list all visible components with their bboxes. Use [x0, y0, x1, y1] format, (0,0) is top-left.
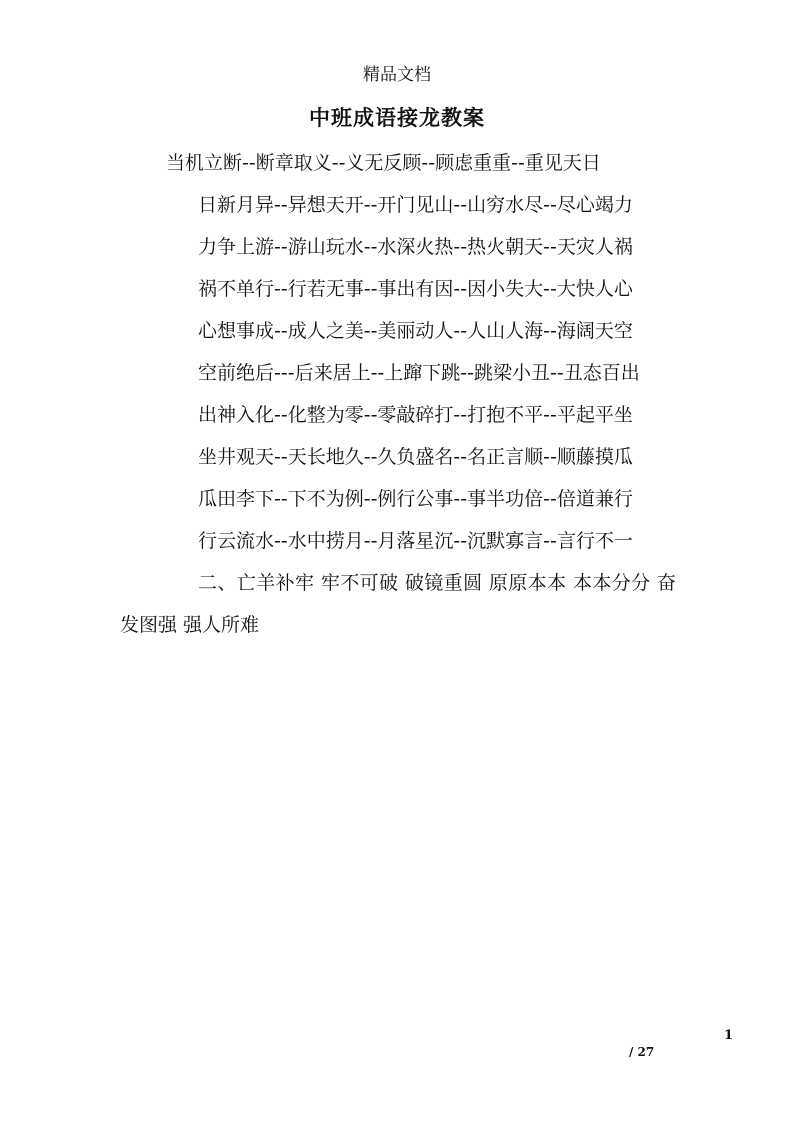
paragraph-7: 出神入化--化整为零--零敲碎打--打抱不平--平起平坐	[198, 404, 633, 426]
paragraph-3: 力争上游--游山玩水--水深火热--热火朝天--天灾人祸	[198, 236, 633, 258]
document-body	[120, 142, 676, 646]
page-number: 1	[724, 1028, 734, 1043]
paragraph-6: 空前绝后---后来居上--上蹿下跳--跳梁小丑--丑态百出	[198, 362, 640, 384]
paragraph-11: 二、亡羊补牢 牢不可破 破镜重圆 原原本本 本本分分 奋发图强 强人所难	[120, 572, 676, 636]
paragraph-10: 行云流水--水中捞月--月落星沉--沉默寡言--言行不一	[198, 530, 633, 552]
page-total: / 27	[629, 1045, 655, 1059]
paragraph-4: 祸不单行--行若无事--事出有因--因小失大--大快人心	[198, 278, 633, 300]
paragraph-2: 日新月异--异想天开--开门见山--山穷水尽--尽心竭力	[198, 194, 633, 216]
document-title: 中班成语接龙教案	[309, 105, 485, 130]
paragraph-8: 坐井观天--天长地久--久负盛名--名正言顺--顺藤摸瓜	[198, 446, 633, 468]
paragraph-5: 心想事成--成人之美--美丽动人--人山人海--海阔天空	[198, 320, 633, 342]
paragraph-9: 瓜田李下--下不为例--例行公事--事半功倍--倍道兼行	[198, 488, 633, 510]
page-header: 精品文档	[363, 65, 431, 85]
paragraph-1: 当机立断--断章取义--义无反顾--顾虑重重--重见天日	[166, 152, 601, 174]
